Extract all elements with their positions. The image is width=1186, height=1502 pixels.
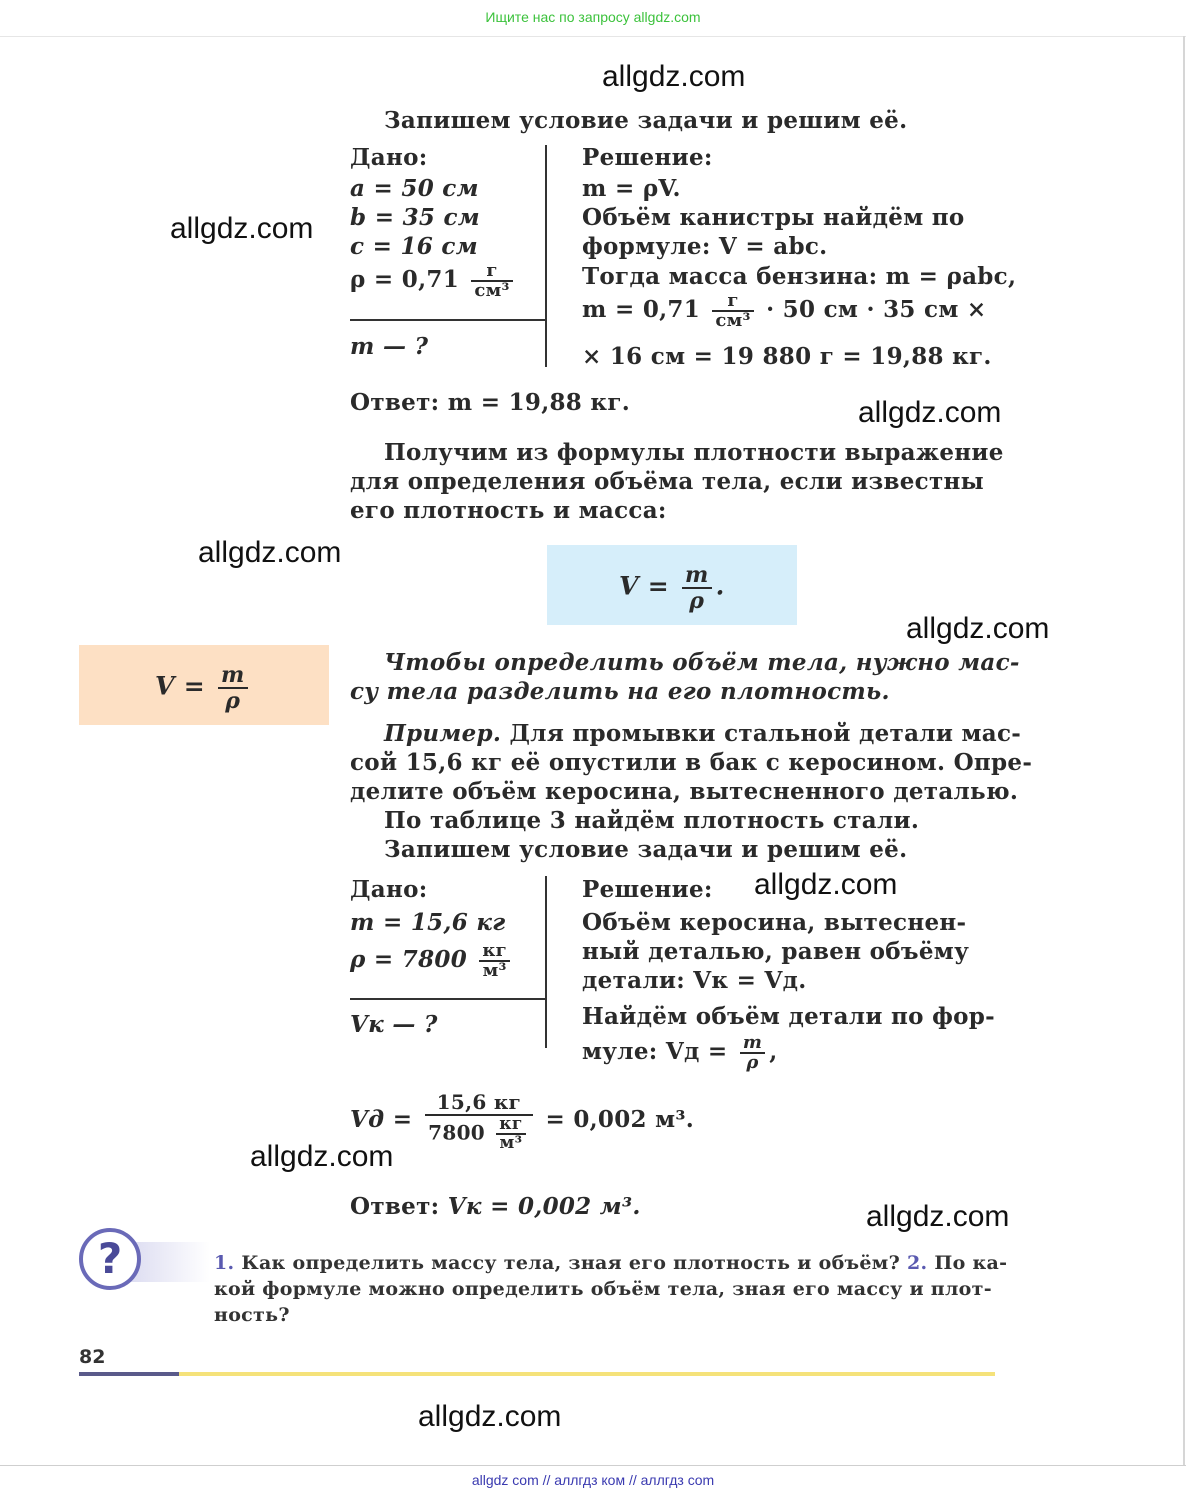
ex1-sol-line2: Объём канистры найдём по <box>582 204 965 231</box>
watermark: allgdz.com <box>858 396 1002 429</box>
watermark: allgdz.com <box>602 60 746 93</box>
watermark: allgdz.com <box>250 1140 394 1173</box>
para1-line3: его плотность и масса: <box>350 497 667 524</box>
ex2-calc-den-value: 7800 <box>428 1120 486 1145</box>
ex1-sol5a: m = 0,71 <box>582 296 701 323</box>
formula-fraction <box>682 563 712 613</box>
ex2-rho-fraction <box>479 942 510 980</box>
ex1-given-a: a = 50 см <box>350 175 479 202</box>
ex2-given-mass: m = 15,6 кг <box>350 909 506 936</box>
formula-volume <box>619 563 725 613</box>
watermark: allgdz.com <box>754 868 898 901</box>
ex2-sol5-tail: , <box>769 1038 778 1065</box>
ex1-intro: Запишем условие задачи и решим её. <box>384 107 908 134</box>
ex2-sol-line1: Объём керосина, вытеснен- <box>582 909 967 936</box>
ex1-answer <box>350 388 630 417</box>
ex1-answer-value: m = 19,88 кг. <box>447 389 631 416</box>
watermark: allgdz.com <box>170 212 314 245</box>
question-line2: кой формуле можно определить объём тела, зная его массу и плот- <box>214 1278 992 1300</box>
ex1-sol5-fraction <box>712 292 753 330</box>
page-number: 82 <box>79 1346 106 1368</box>
ex2-sol5-text: муле: Vд = <box>582 1038 728 1065</box>
ex1-given-b: b = 35 см <box>350 204 480 231</box>
rule-line1: Чтобы определить объём тела, нужно мас- <box>384 649 1020 676</box>
given-divider <box>350 998 546 1000</box>
side-formula-box <box>79 645 329 725</box>
ex2-calc-lhs: Vд = <box>350 1106 413 1133</box>
watermark: allgdz.com <box>418 1400 562 1433</box>
question-2-start: По ка- <box>934 1252 1008 1274</box>
side-formula-lhs: V = <box>155 671 205 701</box>
ex2-given-title: Дано: <box>350 876 428 903</box>
rule-line2: су тела разделить на его плотность. <box>350 678 890 705</box>
ex2-answer-value: Vк = 0,002 м³. <box>447 1193 641 1220</box>
ex1-sol5b: · 50 см · 35 см × <box>766 296 987 323</box>
footer-links[interactable]: allgdz com // аллгдз ком // аллгдз com <box>471 1472 715 1488</box>
ex1-sol-line6: × 16 см = 19 880 г = 19,88 кг. <box>582 343 992 370</box>
question-line3: ность? <box>214 1304 290 1326</box>
formula-dot: . <box>715 571 725 601</box>
ex1-rho-fraction <box>471 262 512 300</box>
formula-box <box>547 545 797 625</box>
ex1-given-rho <box>350 262 517 300</box>
ex2-sol-line3: детали: Vк = Vд. <box>582 967 807 994</box>
side-formula <box>155 663 252 713</box>
ex2-answer-label: Ответ: <box>350 1193 440 1220</box>
question-1-text: Как определить массу тела, зная его плотность и объём? <box>241 1252 901 1274</box>
ex2-calc-num: 15,6 кг <box>425 1090 533 1116</box>
page-border-bottom <box>0 1465 1186 1466</box>
given-solution-divider <box>545 145 547 367</box>
given-divider <box>350 319 546 321</box>
ex2-find: Vк — ? <box>350 1011 438 1038</box>
watermark: allgdz.com <box>906 612 1050 645</box>
ex1-given-c: c = 16 см <box>350 233 478 260</box>
example-line2: сой 15,6 кг её опустили в бак с керосином. Опре- <box>350 749 1033 776</box>
example-line1-text: Для промывки стальной детали мас- <box>509 720 1022 747</box>
ex1-sol5-num: г <box>712 292 753 312</box>
ex1-rho-text: ρ = 0,71 <box>350 266 459 293</box>
top-banner[interactable]: Ищите нас по запросу allgdz.com <box>0 0 1186 37</box>
ex1-solution-title: Решение: <box>582 144 713 171</box>
ex2-rho-text: ρ = 7800 <box>350 946 467 973</box>
ex2-sol5-num: m <box>740 1034 765 1054</box>
ex2-rho-den: м³ <box>482 960 507 981</box>
question-icon: ? <box>79 1228 141 1290</box>
formula-num: m <box>682 563 712 589</box>
page-border-right <box>1183 36 1185 1466</box>
ex2-calc-rhs: = 0,002 м³. <box>545 1106 695 1133</box>
ex2-sol-line4: Найдём объём детали по фор- <box>582 1003 995 1030</box>
ex1-sol-line4: Тогда масса бензина: m = ρabc, <box>582 263 1017 290</box>
side-formula-fraction <box>218 663 248 713</box>
page-rule-yellow <box>179 1372 995 1376</box>
question-line1 <box>214 1250 1007 1276</box>
ex1-sol-line3: формуле: V = abc. <box>582 233 828 260</box>
example-line5: Запишем условие задачи и решим её. <box>384 836 908 863</box>
example-line3: делите объём керосина, вытесненного деталью. <box>350 778 1019 805</box>
example-line4: По таблице 3 найдём плотность стали. <box>384 807 920 834</box>
example-label: Пример. <box>384 720 502 747</box>
ex2-calc-den-unit-den: м³ <box>499 1133 523 1153</box>
ex2-sol-line2: ный деталью, равен объёму <box>582 938 970 965</box>
example-line1 <box>384 719 1021 748</box>
formula-lhs: V = <box>619 571 669 601</box>
para1-line2: для определения объёма тела, если известны <box>350 468 985 495</box>
ex2-sol5-den: ρ <box>746 1052 759 1073</box>
question-1-number: 1. <box>214 1252 235 1274</box>
ex2-calc <box>350 1090 694 1152</box>
ex2-calc-den <box>425 1116 533 1152</box>
ex1-rho-num: г <box>471 262 512 282</box>
watermark: allgdz.com <box>866 1200 1010 1233</box>
ex2-given-rho <box>350 942 514 980</box>
ex1-rho-den: см³ <box>474 280 510 301</box>
ex2-sol5-fraction <box>740 1034 765 1072</box>
ex2-calc-fraction <box>425 1090 533 1152</box>
ex2-solution-title: Решение: <box>582 876 713 903</box>
ex2-rho-num: кг <box>479 942 510 962</box>
formula-den: ρ <box>689 588 705 614</box>
ex1-given-title: Дано: <box>350 144 428 171</box>
ex2-sol-line5 <box>582 1034 778 1072</box>
side-formula-den: ρ <box>225 688 241 714</box>
ex1-find: m — ? <box>350 333 429 360</box>
ex1-answer-label: Ответ: <box>350 389 440 416</box>
given-solution-divider <box>545 876 547 1048</box>
ex2-calc-den-unit-num: кг <box>496 1116 525 1135</box>
ex1-sol-line1: m = ρV. <box>582 175 681 202</box>
ex1-sol5-den: см³ <box>715 310 751 331</box>
question-2-number: 2. <box>906 1252 928 1274</box>
ex2-answer <box>350 1192 641 1221</box>
watermark: allgdz.com <box>198 536 342 569</box>
ex1-sol-line5 <box>582 292 986 330</box>
ex2-calc-den-unit <box>496 1116 525 1152</box>
para1-line1: Получим из формулы плотности выражение <box>384 439 1004 466</box>
side-formula-num: m <box>218 663 248 689</box>
page-rule-dark <box>79 1372 179 1376</box>
